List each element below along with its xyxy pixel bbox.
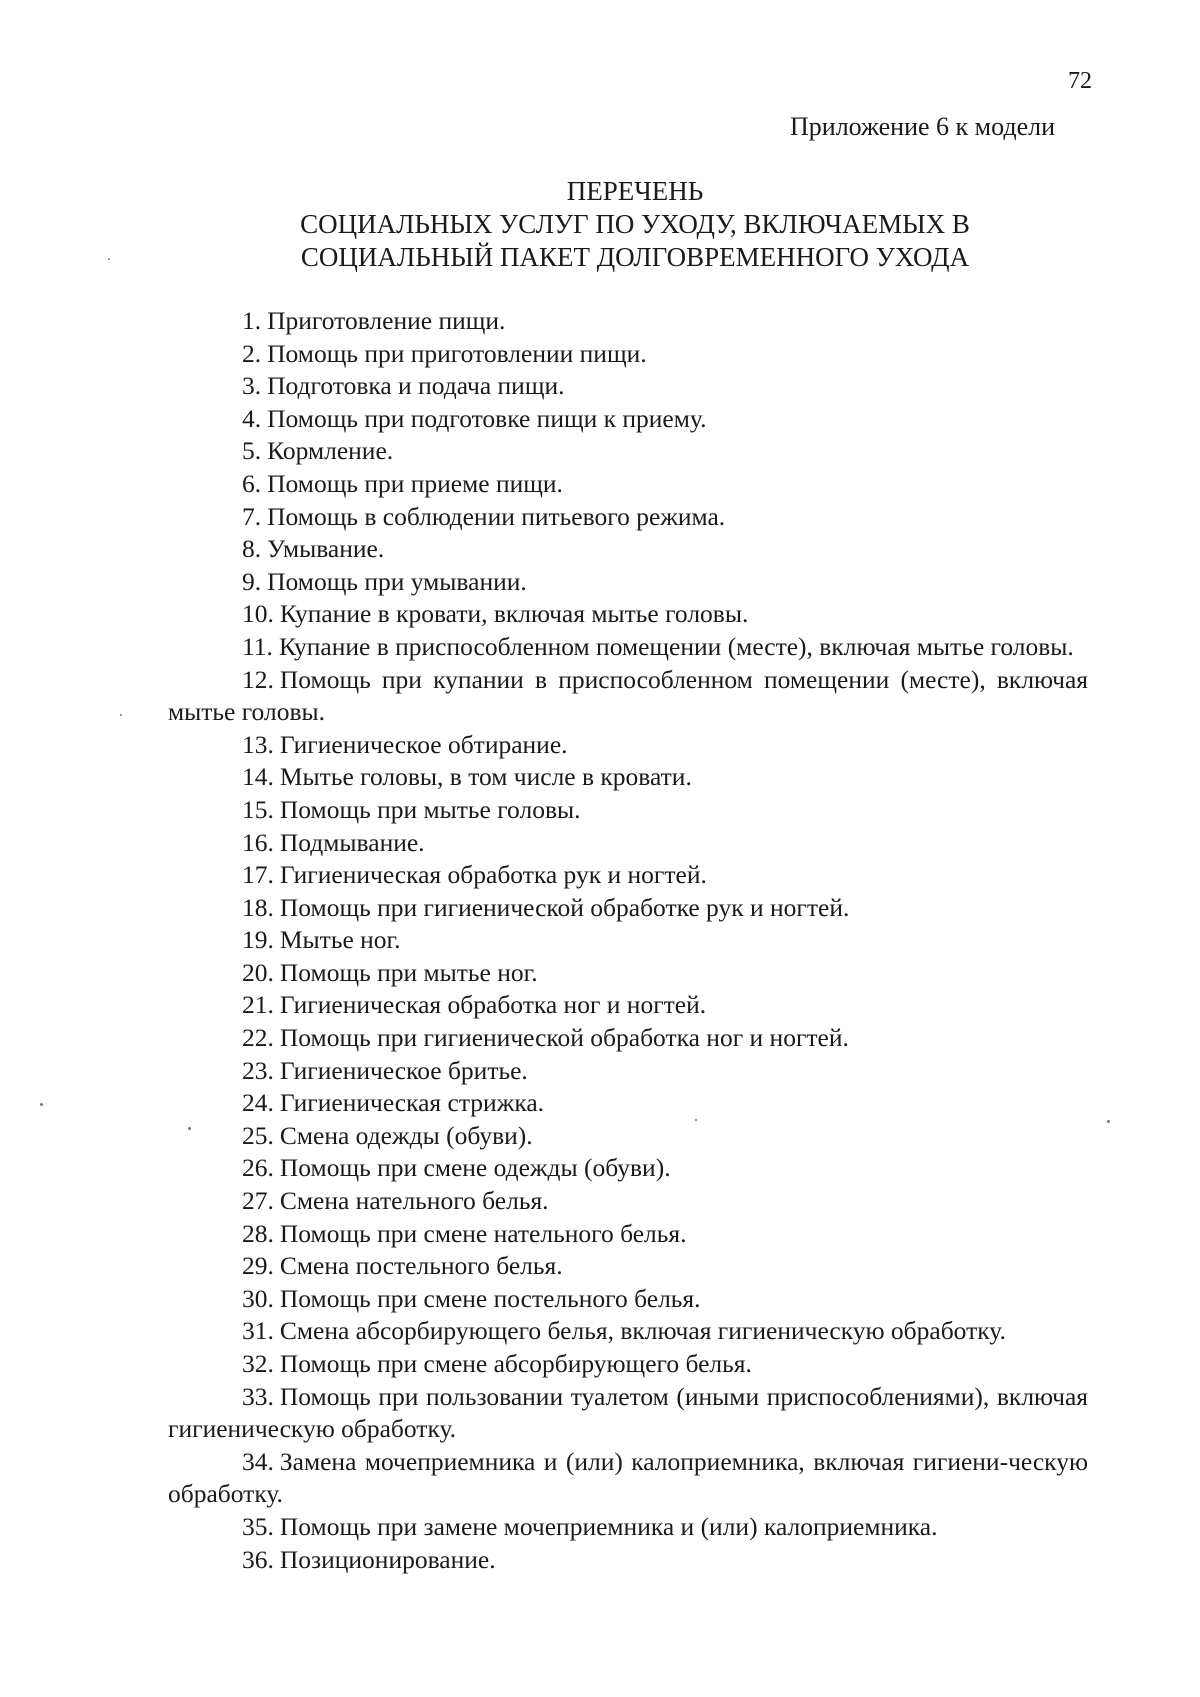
list-item-number: 11.: [242, 631, 273, 661]
list-item: [168, 305, 1088, 338]
list-item: [168, 1315, 1088, 1348]
list-item-text: Гигиеническое бритье.: [279, 1055, 528, 1085]
list-item-number: 16.: [242, 827, 274, 857]
list-item-number: 7.: [242, 501, 262, 531]
list-item-number: 15.: [242, 794, 274, 824]
scan-speck: [695, 1119, 697, 1121]
list-item: [168, 1446, 1088, 1511]
list-item: [168, 1218, 1088, 1251]
list-item-text: Гигиеническое обтирание.: [279, 729, 568, 759]
list-item: [168, 468, 1088, 501]
list-item-text: Умывание.: [267, 534, 385, 564]
list-item-text: Помощь при мытье ног.: [279, 957, 538, 987]
document-title: [0, 175, 1200, 274]
list-item-number: 29.: [242, 1251, 274, 1281]
list-item-text: Помощь при смене нательного белья.: [279, 1218, 687, 1248]
list-item-number: 17.: [242, 860, 274, 890]
list-item-text: Мытье ног.: [279, 925, 401, 955]
list-item: [168, 403, 1088, 436]
list-item-text: Гигиеническая обработка рук и ногтей.: [279, 860, 707, 890]
list-item: [168, 435, 1088, 468]
scan-speck: [120, 714, 122, 716]
list-item-number: 9.: [242, 566, 262, 596]
list-item-number: 30.: [242, 1283, 274, 1313]
list-item-number: 1.: [242, 306, 262, 335]
list-item-text: Помощь в соблюдении питьевого режима.: [267, 501, 726, 531]
scan-speck: [40, 1103, 43, 1106]
list-item-text: Позиционирование.: [279, 1544, 496, 1574]
list-item-text: Помощь при умывании.: [267, 566, 527, 596]
scan-speck: [108, 258, 110, 260]
list-item: [168, 631, 1088, 664]
list-item: [168, 859, 1088, 892]
list-item-text: Помощь при смене одежды (обуви).: [279, 1153, 671, 1183]
list-item: [168, 1511, 1088, 1544]
list-item: [168, 1055, 1088, 1088]
list-item-number: 35.: [242, 1511, 274, 1541]
list-item-number: 10.: [242, 599, 274, 629]
list-item-number: 34.: [242, 1446, 274, 1476]
list-item: [168, 370, 1088, 403]
list-item-number: 14.: [242, 762, 274, 792]
list-item-number: 2.: [242, 338, 262, 368]
list-item-text: Замена мочеприемника и (или) калоприемника, включая гигиени-ческую обработку.: [168, 1446, 1088, 1509]
title-line-1: ПЕРЕЧЕНЬ: [566, 176, 704, 206]
list-item-number: 36.: [242, 1544, 274, 1574]
list-item-text: Помощь при гигиенической обработке рук и ногтей.: [279, 892, 850, 922]
list-item: [168, 1348, 1088, 1381]
list-item-text: Кормление.: [267, 436, 394, 466]
list-item-text: Купание в кровати, включая мытье головы.: [279, 599, 749, 629]
list-item-number: 4.: [242, 403, 262, 433]
list-item-number: 22.: [242, 1023, 274, 1053]
list-item-text: Гигиеническая обработка ног и ногтей.: [279, 990, 707, 1020]
list-item-text: Помощь при мытье головы.: [279, 794, 581, 824]
list-item: [168, 957, 1088, 990]
list-item-number: 6.: [242, 468, 262, 498]
list-item-text: Помощь при подготовке пищи к приему.: [267, 403, 707, 433]
list-item: [168, 1185, 1088, 1218]
title-line-3: СОЦИАЛЬНЫЙ ПАКЕТ ДОЛГОВРЕМЕННОГО УХОДА: [300, 242, 970, 272]
list-item-text: Купание в приспособленном помещении (месте), включая мытье головы.: [278, 631, 1074, 661]
list-item-text: Помощь при смене постельного белья.: [279, 1283, 701, 1313]
list-item: [168, 338, 1088, 371]
list-item-number: 24.: [242, 1088, 274, 1118]
list-item-number: 31.: [242, 1316, 274, 1346]
list-item-text: Помощь при пользовании туалетом (иными приспособлениями), включая гигиеническую обработку.: [168, 1381, 1088, 1444]
list-item: [168, 1283, 1088, 1316]
list-item-text: Приготовление пищи.: [267, 306, 506, 335]
list-item-text: Смена постельного белья.: [279, 1251, 563, 1281]
list-item-number: 27.: [242, 1186, 274, 1216]
list-item-text: Помощь при приеме пищи.: [267, 468, 563, 498]
list-item: [168, 598, 1088, 631]
list-item-number: 33.: [242, 1381, 274, 1411]
list-item: [168, 533, 1088, 566]
list-item-number: 19.: [242, 925, 274, 955]
list-item: [168, 1022, 1088, 1055]
list-item-number: 5.: [242, 436, 262, 466]
scan-speck: [1107, 1120, 1110, 1123]
list-item-number: 12.: [242, 664, 274, 694]
list-item-text: Помощь при замене мочеприемника и (или) калоприемника.: [279, 1511, 938, 1541]
list-item-number: 32.: [242, 1349, 274, 1378]
list-item-number: 25.: [242, 1120, 274, 1150]
list-item: [168, 892, 1088, 925]
list-item: [168, 501, 1088, 534]
list-item-number: 28.: [242, 1218, 274, 1248]
list-item-number: 3.: [242, 371, 262, 401]
list-item: [168, 1544, 1088, 1577]
list-item-text: Помощь при смене абсорбирующего белья.: [279, 1349, 752, 1378]
list-item: [168, 924, 1088, 957]
page-number: 72: [1068, 68, 1092, 94]
list-item-text: Подготовка и подача пищи.: [267, 371, 565, 401]
list-item: [168, 566, 1088, 599]
list-item: [168, 1152, 1088, 1185]
list-item: [168, 1381, 1088, 1446]
list-item-number: 23.: [242, 1055, 274, 1085]
list-item-number: 8.: [242, 534, 262, 564]
list-item-text: Смена абсорбирующего белья, включая гигиеническую обработку.: [279, 1316, 1006, 1346]
list-item: [168, 989, 1088, 1022]
list-item-text: Помощь при приготовлении пищи.: [267, 338, 647, 368]
list-item: [168, 664, 1088, 729]
list-item-text: Гигиеническая стрижка.: [279, 1088, 545, 1118]
list-item-number: 26.: [242, 1153, 274, 1183]
list-item: [168, 761, 1088, 794]
list-item-number: 20.: [242, 957, 274, 987]
services-list: [168, 305, 1088, 1576]
list-item: [168, 827, 1088, 860]
scan-speck: [188, 1127, 191, 1130]
list-item-text: Мытье головы, в том числе в кровати.: [279, 762, 692, 792]
list-item-text: Помощь при гигиенической обработка ног и ногтей.: [279, 1023, 849, 1053]
list-item: [168, 1250, 1088, 1283]
list-item-text: Помощь при купании в приспособленном помещении (месте), включая мытье головы.: [168, 664, 1088, 727]
list-item-number: 21.: [242, 990, 274, 1020]
list-item-number: 13.: [242, 729, 274, 759]
appendix-label: Приложение 6 к модели: [790, 112, 1056, 141]
list-item-text: Смена одежды (обуви).: [279, 1120, 533, 1150]
list-item: [168, 794, 1088, 827]
list-item: [168, 1087, 1088, 1120]
list-item: [168, 729, 1088, 762]
list-item-text: Подмывание.: [279, 827, 425, 857]
title-line-2: СОЦИАЛЬНЫХ УСЛУГ ПО УХОДУ, ВКЛЮЧАЕМЫХ В: [300, 209, 970, 239]
list-item: [168, 1120, 1088, 1153]
list-item-text: Смена нательного белья.: [279, 1186, 549, 1216]
list-item-number: 18.: [242, 892, 274, 922]
